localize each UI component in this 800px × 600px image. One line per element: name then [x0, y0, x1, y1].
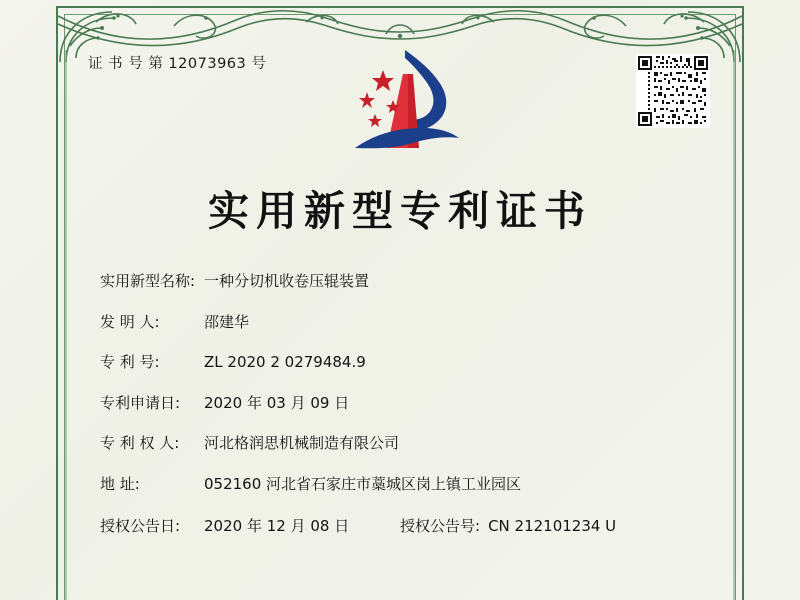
field-value-address: 052160 河北省石家庄市藁城区岗上镇工业园区 [204, 474, 522, 493]
field-value-patentee: 河北格润思机械制造有限公司 [204, 434, 400, 452]
field-label-application-date: 专利申请日: [100, 393, 181, 412]
field-inventor [100, 313, 710, 331]
field-value-utility-model-name: 一种分切机收卷压辊装置 [204, 272, 370, 290]
field-label-patent-number: 专 利 号: [100, 353, 160, 371]
field-label-grant-date: 授权公告日: [100, 517, 181, 535]
field-grant-date [100, 515, 400, 536]
field-label-inventor: 发 明 人: [100, 312, 160, 331]
field-label-patentee: 专 利 权 人: [100, 434, 180, 452]
field-utility-model-name [100, 272, 710, 290]
field-label-utility-model-name: 实用新型名称: [100, 272, 196, 290]
field-address [100, 475, 710, 493]
field-value-inventor: 邵建华 [204, 312, 250, 331]
field-value-grant-number: CN 212101234 U [488, 517, 617, 535]
field-application-date [100, 394, 710, 412]
certificate-number: 证 书 号 第 12073963 号 [88, 56, 267, 72]
field-patent-number [100, 353, 710, 371]
field-value-patent-number: ZL 2020 2 0279484.9 [204, 353, 366, 371]
field-label-address: 地 址: [100, 474, 140, 493]
field-patentee [100, 434, 710, 452]
field-value-application-date: 2020 年 03 月 09 日 [204, 393, 350, 412]
certificate-fields [100, 272, 710, 536]
page-title: 实用新型专利证书 [208, 187, 592, 235]
footer-row [100, 515, 710, 536]
field-grant-number [400, 515, 616, 536]
qr-code [636, 54, 710, 128]
field-label-grant-number: 授权公告号: [400, 517, 481, 535]
field-value-grant-date: 2020 年 12 月 08 日 [204, 517, 350, 535]
patent-office-logo-icon [345, 48, 465, 158]
